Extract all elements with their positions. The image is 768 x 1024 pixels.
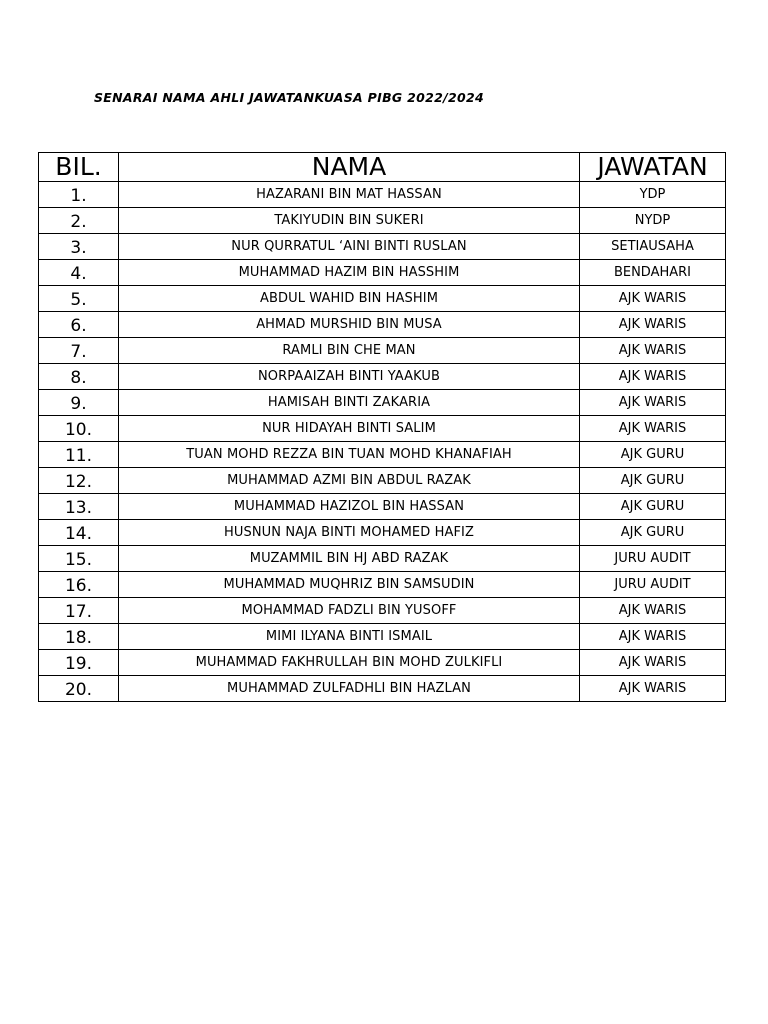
cell-jawatan: JURU AUDIT — [580, 572, 726, 598]
table-row — [39, 416, 726, 442]
cell-nama: MOHAMMAD FADZLI BIN YUSOFF — [119, 598, 580, 624]
cell-jawatan: AJK WARIS — [580, 650, 726, 676]
table-row — [39, 598, 726, 624]
cell-nama: HAMISAH BINTI ZAKARIA — [119, 390, 580, 416]
cell-jawatan: BENDAHARI — [580, 260, 726, 286]
cell-nama: MUHAMMAD MUQHRIZ BIN SAMSUDIN — [119, 572, 580, 598]
cell-jawatan: AJK WARIS — [580, 416, 726, 442]
cell-nama: MUHAMMAD ZULFADHLI BIN HAZLAN — [119, 676, 580, 702]
cell-jawatan: AJK GURU — [580, 442, 726, 468]
cell-jawatan: AJK WARIS — [580, 338, 726, 364]
cell-jawatan: NYDP — [580, 208, 726, 234]
table-row — [39, 650, 726, 676]
cell-nama: MUHAMMAD FAKHRULLAH BIN MOHD ZULKIFLI — [119, 650, 580, 676]
cell-bil: 2. — [39, 208, 119, 234]
table-row — [39, 286, 726, 312]
table-row — [39, 572, 726, 598]
table-row — [39, 442, 726, 468]
committee-table — [38, 152, 726, 702]
cell-jawatan: AJK WARIS — [580, 312, 726, 338]
cell-nama: AHMAD MURSHID BIN MUSA — [119, 312, 580, 338]
cell-jawatan: AJK WARIS — [580, 286, 726, 312]
table-row — [39, 494, 726, 520]
cell-bil: 9. — [39, 390, 119, 416]
document-title: SENARAI NAMA AHLI JAWATANKUASA PIBG 2022/2024 — [94, 90, 484, 105]
header-bil: BIL. — [39, 153, 119, 182]
table-row — [39, 468, 726, 494]
cell-bil: 19. — [39, 650, 119, 676]
cell-jawatan: AJK GURU — [580, 520, 726, 546]
cell-jawatan: AJK WARIS — [580, 598, 726, 624]
table-header — [39, 153, 726, 182]
cell-jawatan: AJK GURU — [580, 468, 726, 494]
table-row — [39, 312, 726, 338]
table-row — [39, 338, 726, 364]
cell-bil: 8. — [39, 364, 119, 390]
cell-jawatan: AJK GURU — [580, 494, 726, 520]
cell-bil: 3. — [39, 234, 119, 260]
cell-nama: HAZARANI BIN MAT HASSAN — [119, 182, 580, 208]
cell-nama: NORPAAIZAH BINTI YAAKUB — [119, 364, 580, 390]
cell-nama: RAMLI BIN CHE MAN — [119, 338, 580, 364]
cell-nama: MUHAMMAD AZMI BIN ABDUL RAZAK — [119, 468, 580, 494]
table-row — [39, 546, 726, 572]
cell-bil: 7. — [39, 338, 119, 364]
table-row — [39, 520, 726, 546]
cell-bil: 16. — [39, 572, 119, 598]
cell-bil: 6. — [39, 312, 119, 338]
cell-bil: 1. — [39, 182, 119, 208]
table-body — [39, 182, 726, 702]
cell-jawatan: AJK WARIS — [580, 364, 726, 390]
cell-nama: MUZAMMIL BIN HJ ABD RAZAK — [119, 546, 580, 572]
header-row — [39, 153, 726, 182]
table-row — [39, 182, 726, 208]
header-nama: NAMA — [119, 153, 580, 182]
table-row — [39, 364, 726, 390]
cell-bil: 11. — [39, 442, 119, 468]
cell-nama: TAKIYUDIN BIN SUKERI — [119, 208, 580, 234]
cell-jawatan: AJK WARIS — [580, 390, 726, 416]
cell-nama: MUHAMMAD HAZIZOL BIN HASSAN — [119, 494, 580, 520]
cell-bil: 12. — [39, 468, 119, 494]
cell-nama: NUR HIDAYAH BINTI SALIM — [119, 416, 580, 442]
cell-bil: 18. — [39, 624, 119, 650]
cell-jawatan: YDP — [580, 182, 726, 208]
cell-jawatan: AJK WARIS — [580, 676, 726, 702]
cell-nama: ABDUL WAHID BIN HASHIM — [119, 286, 580, 312]
cell-jawatan: SETIAUSAHA — [580, 234, 726, 260]
table-row — [39, 624, 726, 650]
cell-bil: 14. — [39, 520, 119, 546]
cell-nama: MUHAMMAD HAZIM BIN HASSHIM — [119, 260, 580, 286]
cell-nama: MIMI ILYANA BINTI ISMAIL — [119, 624, 580, 650]
cell-jawatan: JURU AUDIT — [580, 546, 726, 572]
cell-bil: 5. — [39, 286, 119, 312]
table-row — [39, 676, 726, 702]
cell-bil: 4. — [39, 260, 119, 286]
cell-bil: 10. — [39, 416, 119, 442]
table-row — [39, 390, 726, 416]
table-row — [39, 234, 726, 260]
cell-nama: NUR QURRATUL ‘AINI BINTI RUSLAN — [119, 234, 580, 260]
cell-nama: HUSNUN NAJA BINTI MOHAMED HAFIZ — [119, 520, 580, 546]
cell-nama: TUAN MOHD REZZA BIN TUAN MOHD KHANAFIAH — [119, 442, 580, 468]
header-jawatan: JAWATAN — [580, 153, 726, 182]
cell-bil: 13. — [39, 494, 119, 520]
cell-bil: 20. — [39, 676, 119, 702]
table-row — [39, 208, 726, 234]
cell-jawatan: AJK WARIS — [580, 624, 726, 650]
table-row — [39, 260, 726, 286]
cell-bil: 17. — [39, 598, 119, 624]
cell-bil: 15. — [39, 546, 119, 572]
